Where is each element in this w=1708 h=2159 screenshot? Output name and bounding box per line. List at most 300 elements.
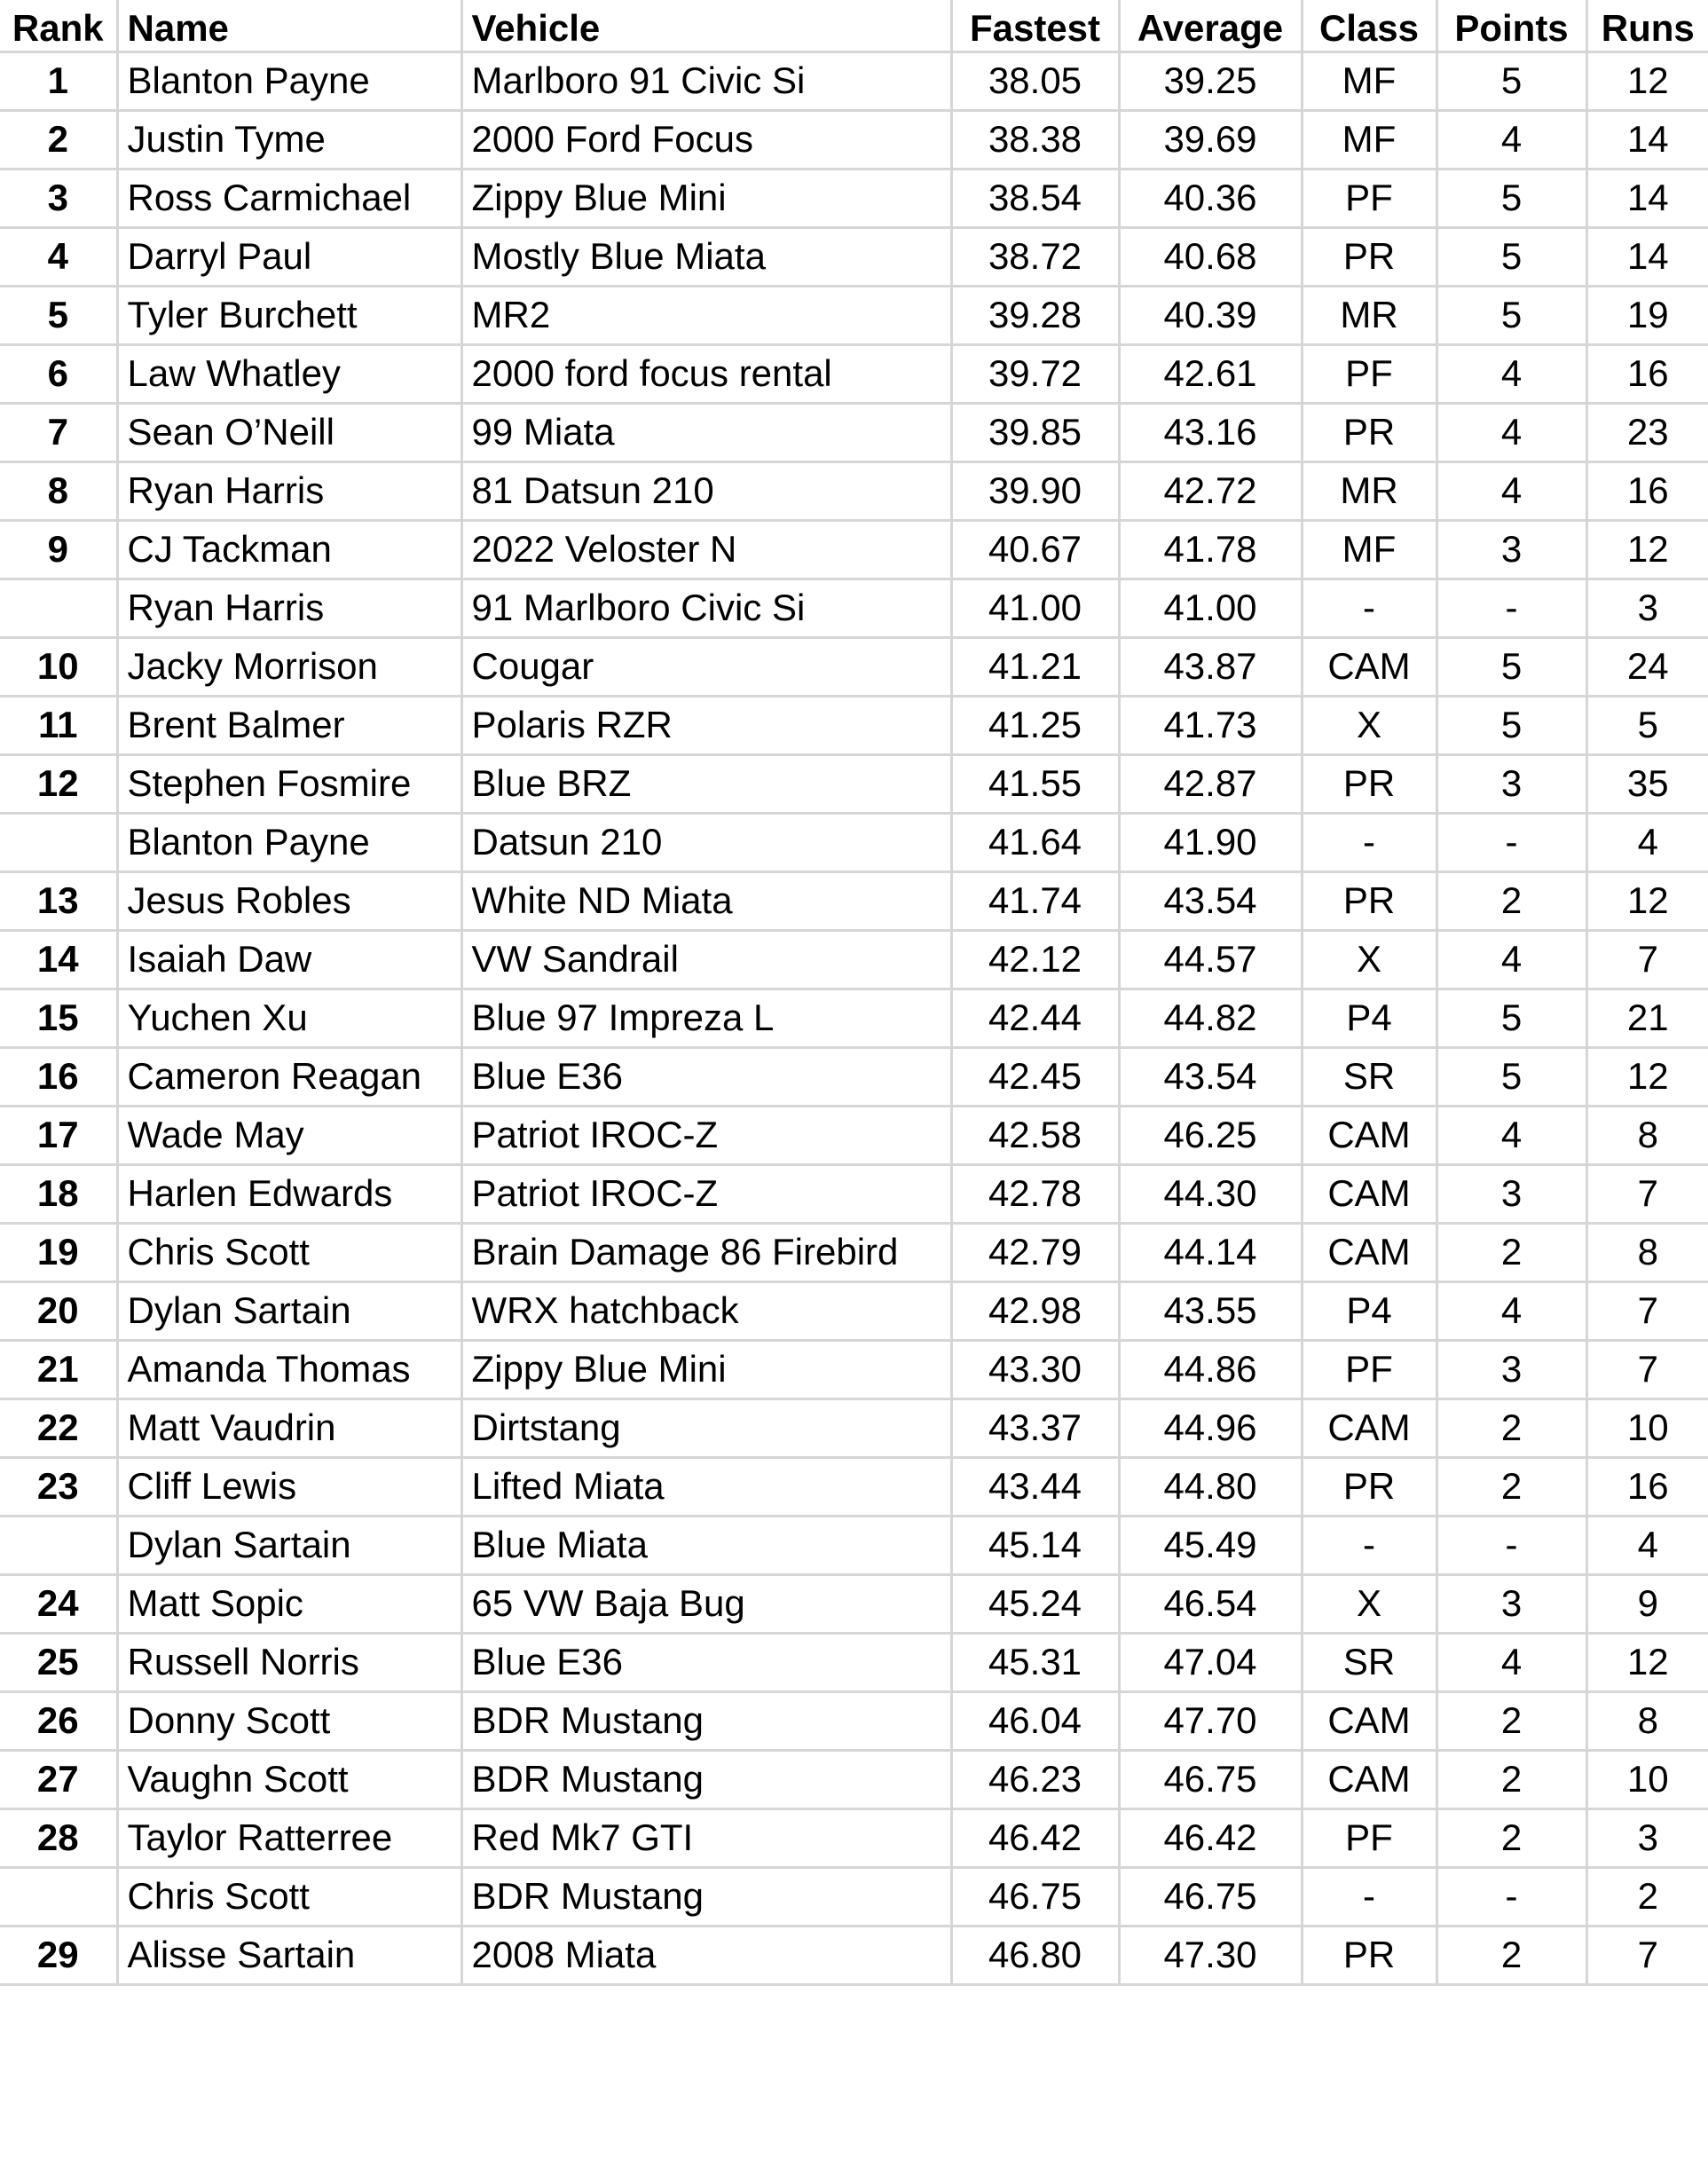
cell-class: PF: [1302, 1808, 1436, 1867]
cell-name: Chris Scott: [117, 1867, 461, 1926]
cell-name: Law Whatley: [117, 344, 461, 403]
cell-rank: 1: [0, 51, 117, 110]
cell-fastest: 39.90: [951, 461, 1119, 520]
cell-fastest: 42.98: [951, 1281, 1119, 1340]
cell-rank: [0, 813, 117, 871]
cell-fastest: 42.12: [951, 930, 1119, 989]
cell-vehicle: MR2: [461, 286, 951, 344]
cell-vehicle: Marlboro 91 Civic Si: [461, 51, 951, 110]
cell-vehicle: WRX hatchback: [461, 1281, 951, 1340]
cell-average: 40.36: [1119, 169, 1302, 227]
table-row: [0, 637, 1708, 696]
cell-rank: 22: [0, 1399, 117, 1457]
cell-vehicle: Datsun 210: [461, 813, 951, 871]
cell-rank: 23: [0, 1457, 117, 1516]
table-row: [0, 169, 1708, 227]
cell-class: CAM: [1302, 1223, 1436, 1281]
cell-average: 41.73: [1119, 696, 1302, 754]
cell-class: PR: [1302, 403, 1436, 461]
cell-runs: 19: [1586, 286, 1708, 344]
cell-average: 42.87: [1119, 754, 1302, 813]
cell-rank: 15: [0, 989, 117, 1047]
table-row: [0, 110, 1708, 169]
table-row: [0, 1867, 1708, 1926]
cell-vehicle: BDR Mustang: [461, 1750, 951, 1808]
table-row: [0, 1808, 1708, 1867]
cell-rank: 18: [0, 1164, 117, 1223]
cell-rank: 2: [0, 110, 117, 169]
cell-vehicle: Cougar: [461, 637, 951, 696]
cell-name: Blanton Payne: [117, 813, 461, 871]
cell-average: 44.82: [1119, 989, 1302, 1047]
cell-runs: 35: [1586, 754, 1708, 813]
cell-fastest: 42.78: [951, 1164, 1119, 1223]
cell-fastest: 46.80: [951, 1926, 1119, 1984]
cell-points: 5: [1436, 227, 1586, 286]
cell-runs: 7: [1586, 1281, 1708, 1340]
cell-average: 46.25: [1119, 1106, 1302, 1164]
cell-runs: 23: [1586, 403, 1708, 461]
cell-fastest: 43.37: [951, 1399, 1119, 1457]
cell-fastest: 46.75: [951, 1867, 1119, 1926]
cell-points: 2: [1436, 871, 1586, 930]
cell-points: -: [1436, 579, 1586, 637]
table-row: [0, 520, 1708, 579]
cell-fastest: 42.44: [951, 989, 1119, 1047]
cell-runs: 2: [1586, 1867, 1708, 1926]
table-row: [0, 813, 1708, 871]
cell-fastest: 46.04: [951, 1691, 1119, 1750]
cell-class: SR: [1302, 1633, 1436, 1691]
cell-vehicle: 65 VW Baja Bug: [461, 1574, 951, 1633]
cell-runs: 3: [1586, 1808, 1708, 1867]
cell-class: X: [1302, 696, 1436, 754]
cell-class: MR: [1302, 461, 1436, 520]
cell-class: CAM: [1302, 637, 1436, 696]
header-class: Class: [1302, 0, 1436, 51]
table-row: [0, 1926, 1708, 1984]
cell-vehicle: 2000 ford focus rental: [461, 344, 951, 403]
cell-vehicle: White ND Miata: [461, 871, 951, 930]
table-row: [0, 1106, 1708, 1164]
cell-class: CAM: [1302, 1691, 1436, 1750]
cell-name: Justin Tyme: [117, 110, 461, 169]
cell-name: Cameron Reagan: [117, 1047, 461, 1106]
cell-average: 42.61: [1119, 344, 1302, 403]
table-row: [0, 344, 1708, 403]
cell-fastest: 45.31: [951, 1633, 1119, 1691]
table-row: [0, 1750, 1708, 1808]
cell-rank: 4: [0, 227, 117, 286]
cell-points: 4: [1436, 461, 1586, 520]
cell-points: 5: [1436, 169, 1586, 227]
cell-class: PF: [1302, 169, 1436, 227]
cell-points: 2: [1436, 1223, 1586, 1281]
table-row: [0, 461, 1708, 520]
cell-class: -: [1302, 813, 1436, 871]
cell-class: PF: [1302, 344, 1436, 403]
cell-vehicle: BDR Mustang: [461, 1867, 951, 1926]
table-row: [0, 1457, 1708, 1516]
cell-runs: 8: [1586, 1691, 1708, 1750]
cell-class: PR: [1302, 227, 1436, 286]
cell-fastest: 41.64: [951, 813, 1119, 871]
cell-runs: 10: [1586, 1399, 1708, 1457]
cell-average: 44.96: [1119, 1399, 1302, 1457]
cell-points: 3: [1436, 1164, 1586, 1223]
cell-runs: 12: [1586, 1047, 1708, 1106]
header-average: Average: [1119, 0, 1302, 51]
cell-points: 5: [1436, 637, 1586, 696]
cell-rank: [0, 1867, 117, 1926]
cell-average: 43.16: [1119, 403, 1302, 461]
cell-vehicle: Blue E36: [461, 1047, 951, 1106]
cell-name: Sean O’Neill: [117, 403, 461, 461]
cell-average: 43.55: [1119, 1281, 1302, 1340]
table-row: [0, 51, 1708, 110]
cell-vehicle: 81 Datsun 210: [461, 461, 951, 520]
cell-points: 5: [1436, 51, 1586, 110]
table-row: [0, 403, 1708, 461]
cell-vehicle: Blue E36: [461, 1633, 951, 1691]
cell-fastest: 39.28: [951, 286, 1119, 344]
cell-vehicle: Patriot IROC-Z: [461, 1106, 951, 1164]
cell-name: Cliff Lewis: [117, 1457, 461, 1516]
table-row: [0, 871, 1708, 930]
cell-points: 4: [1436, 403, 1586, 461]
cell-points: -: [1436, 1867, 1586, 1926]
cell-name: Chris Scott: [117, 1223, 461, 1281]
cell-runs: 7: [1586, 1926, 1708, 1984]
cell-vehicle: Red Mk7 GTI: [461, 1808, 951, 1867]
cell-average: 46.75: [1119, 1867, 1302, 1926]
cell-name: Tyler Burchett: [117, 286, 461, 344]
cell-rank: 29: [0, 1926, 117, 1984]
cell-runs: 12: [1586, 51, 1708, 110]
cell-runs: 3: [1586, 579, 1708, 637]
table-row: [0, 286, 1708, 344]
cell-vehicle: Patriot IROC-Z: [461, 1164, 951, 1223]
cell-vehicle: Zippy Blue Mini: [461, 169, 951, 227]
cell-points: 5: [1436, 286, 1586, 344]
cell-fastest: 41.25: [951, 696, 1119, 754]
cell-class: PF: [1302, 1340, 1436, 1399]
table-row: [0, 1281, 1708, 1340]
cell-runs: 8: [1586, 1223, 1708, 1281]
cell-average: 39.69: [1119, 110, 1302, 169]
cell-points: -: [1436, 1516, 1586, 1574]
cell-average: 44.14: [1119, 1223, 1302, 1281]
cell-average: 41.90: [1119, 813, 1302, 871]
cell-class: PR: [1302, 871, 1436, 930]
cell-vehicle: Polaris RZR: [461, 696, 951, 754]
cell-average: 44.86: [1119, 1340, 1302, 1399]
cell-runs: 14: [1586, 169, 1708, 227]
cell-average: 43.87: [1119, 637, 1302, 696]
table-row: [0, 696, 1708, 754]
header-fastest: Fastest: [951, 0, 1119, 51]
cell-rank: 11: [0, 696, 117, 754]
cell-name: Jacky Morrison: [117, 637, 461, 696]
cell-points: 2: [1436, 1691, 1586, 1750]
cell-name: Wade May: [117, 1106, 461, 1164]
cell-average: 47.70: [1119, 1691, 1302, 1750]
cell-rank: 5: [0, 286, 117, 344]
cell-rank: 19: [0, 1223, 117, 1281]
cell-rank: [0, 579, 117, 637]
cell-runs: 7: [1586, 1340, 1708, 1399]
cell-runs: 14: [1586, 110, 1708, 169]
cell-fastest: 46.23: [951, 1750, 1119, 1808]
cell-class: CAM: [1302, 1750, 1436, 1808]
cell-points: 4: [1436, 1106, 1586, 1164]
cell-class: P4: [1302, 1281, 1436, 1340]
table-row: [0, 1633, 1708, 1691]
cell-name: Harlen Edwards: [117, 1164, 461, 1223]
cell-points: 5: [1436, 1047, 1586, 1106]
cell-name: Alisse Sartain: [117, 1926, 461, 1984]
cell-average: 46.54: [1119, 1574, 1302, 1633]
cell-class: PR: [1302, 1457, 1436, 1516]
cell-rank: 24: [0, 1574, 117, 1633]
table-row: [0, 1164, 1708, 1223]
cell-runs: 7: [1586, 1164, 1708, 1223]
cell-class: CAM: [1302, 1164, 1436, 1223]
cell-average: 40.68: [1119, 227, 1302, 286]
cell-rank: 21: [0, 1340, 117, 1399]
cell-runs: 16: [1586, 461, 1708, 520]
cell-points: 2: [1436, 1750, 1586, 1808]
cell-fastest: 42.45: [951, 1047, 1119, 1106]
cell-class: PR: [1302, 754, 1436, 813]
header-points: Points: [1436, 0, 1586, 51]
cell-points: 4: [1436, 1281, 1586, 1340]
table-row: [0, 579, 1708, 637]
cell-name: CJ Tackman: [117, 520, 461, 579]
cell-rank: 17: [0, 1106, 117, 1164]
cell-fastest: 38.05: [951, 51, 1119, 110]
cell-name: Isaiah Daw: [117, 930, 461, 989]
cell-name: Dylan Sartain: [117, 1516, 461, 1574]
cell-vehicle: VW Sandrail: [461, 930, 951, 989]
cell-class: MF: [1302, 110, 1436, 169]
cell-rank: 14: [0, 930, 117, 989]
cell-name: Yuchen Xu: [117, 989, 461, 1047]
header-name: Name: [117, 0, 461, 51]
cell-points: 2: [1436, 1808, 1586, 1867]
cell-name: Vaughn Scott: [117, 1750, 461, 1808]
cell-runs: 10: [1586, 1750, 1708, 1808]
cell-fastest: 43.44: [951, 1457, 1119, 1516]
cell-runs: 12: [1586, 520, 1708, 579]
cell-name: Russell Norris: [117, 1633, 461, 1691]
cell-name: Ross Carmichael: [117, 169, 461, 227]
cell-class: P4: [1302, 989, 1436, 1047]
cell-rank: 16: [0, 1047, 117, 1106]
cell-average: 43.54: [1119, 871, 1302, 930]
cell-class: CAM: [1302, 1106, 1436, 1164]
table-row: [0, 989, 1708, 1047]
cell-points: 2: [1436, 1926, 1586, 1984]
cell-rank: [0, 1516, 117, 1574]
cell-fastest: 43.30: [951, 1340, 1119, 1399]
table-row: [0, 1516, 1708, 1574]
cell-rank: 9: [0, 520, 117, 579]
header-runs: Runs: [1586, 0, 1708, 51]
cell-class: CAM: [1302, 1399, 1436, 1457]
cell-average: 43.54: [1119, 1047, 1302, 1106]
cell-runs: 14: [1586, 227, 1708, 286]
cell-average: 46.75: [1119, 1750, 1302, 1808]
cell-vehicle: Blue 97 Impreza L: [461, 989, 951, 1047]
cell-points: 4: [1436, 344, 1586, 403]
cell-points: 5: [1436, 989, 1586, 1047]
cell-average: 47.04: [1119, 1633, 1302, 1691]
cell-vehicle: Blue BRZ: [461, 754, 951, 813]
cell-rank: 28: [0, 1808, 117, 1867]
cell-class: MF: [1302, 520, 1436, 579]
cell-fastest: 39.72: [951, 344, 1119, 403]
cell-average: 44.80: [1119, 1457, 1302, 1516]
table-row: [0, 1340, 1708, 1399]
cell-rank: 27: [0, 1750, 117, 1808]
cell-runs: 21: [1586, 989, 1708, 1047]
cell-fastest: 45.24: [951, 1574, 1119, 1633]
cell-name: Dylan Sartain: [117, 1281, 461, 1340]
cell-points: -: [1436, 813, 1586, 871]
cell-fastest: 41.21: [951, 637, 1119, 696]
cell-runs: 9: [1586, 1574, 1708, 1633]
cell-class: X: [1302, 1574, 1436, 1633]
cell-runs: 4: [1586, 813, 1708, 871]
cell-name: Taylor Ratterree: [117, 1808, 461, 1867]
cell-fastest: 39.85: [951, 403, 1119, 461]
cell-average: 45.49: [1119, 1516, 1302, 1574]
cell-points: 3: [1436, 754, 1586, 813]
table-row: [0, 1047, 1708, 1106]
cell-runs: 4: [1586, 1516, 1708, 1574]
cell-average: 41.00: [1119, 579, 1302, 637]
cell-rank: 6: [0, 344, 117, 403]
cell-class: X: [1302, 930, 1436, 989]
cell-average: 46.42: [1119, 1808, 1302, 1867]
cell-fastest: 42.58: [951, 1106, 1119, 1164]
cell-name: Matt Vaudrin: [117, 1399, 461, 1457]
table-row: [0, 227, 1708, 286]
cell-fastest: 42.79: [951, 1223, 1119, 1281]
cell-name: Darryl Paul: [117, 227, 461, 286]
cell-name: Stephen Fosmire: [117, 754, 461, 813]
cell-average: 42.72: [1119, 461, 1302, 520]
table-header: [0, 0, 1708, 51]
cell-name: Donny Scott: [117, 1691, 461, 1750]
cell-average: 39.25: [1119, 51, 1302, 110]
cell-name: Blanton Payne: [117, 51, 461, 110]
cell-class: MF: [1302, 51, 1436, 110]
cell-vehicle: 99 Miata: [461, 403, 951, 461]
cell-rank: 13: [0, 871, 117, 930]
cell-runs: 8: [1586, 1106, 1708, 1164]
cell-runs: 16: [1586, 344, 1708, 403]
cell-name: Jesus Robles: [117, 871, 461, 930]
cell-vehicle: Lifted Miata: [461, 1457, 951, 1516]
cell-average: 44.30: [1119, 1164, 1302, 1223]
cell-rank: 20: [0, 1281, 117, 1340]
cell-fastest: 46.42: [951, 1808, 1119, 1867]
table-row: [0, 1223, 1708, 1281]
table-row: [0, 930, 1708, 989]
table-row: [0, 754, 1708, 813]
cell-vehicle: Mostly Blue Miata: [461, 227, 951, 286]
cell-rank: 26: [0, 1691, 117, 1750]
cell-runs: 12: [1586, 1633, 1708, 1691]
cell-average: 40.39: [1119, 286, 1302, 344]
cell-rank: 12: [0, 754, 117, 813]
cell-points: 4: [1436, 1633, 1586, 1691]
cell-name: Brent Balmer: [117, 696, 461, 754]
cell-name: Ryan Harris: [117, 579, 461, 637]
cell-average: 47.30: [1119, 1926, 1302, 1984]
cell-class: -: [1302, 579, 1436, 637]
cell-points: 5: [1436, 696, 1586, 754]
cell-class: SR: [1302, 1047, 1436, 1106]
cell-vehicle: 2022 Veloster N: [461, 520, 951, 579]
cell-rank: 3: [0, 169, 117, 227]
cell-vehicle: 2000 Ford Focus: [461, 110, 951, 169]
cell-points: 2: [1436, 1399, 1586, 1457]
cell-vehicle: Dirtstang: [461, 1399, 951, 1457]
cell-vehicle: 91 Marlboro Civic Si: [461, 579, 951, 637]
cell-points: 2: [1436, 1457, 1586, 1516]
cell-average: 44.57: [1119, 930, 1302, 989]
cell-fastest: 41.74: [951, 871, 1119, 930]
cell-points: 4: [1436, 930, 1586, 989]
cell-name: Ryan Harris: [117, 461, 461, 520]
table-body: [0, 51, 1708, 1984]
cell-runs: 12: [1586, 871, 1708, 930]
cell-fastest: 45.14: [951, 1516, 1119, 1574]
cell-class: PR: [1302, 1926, 1436, 1984]
table-row: [0, 1399, 1708, 1457]
cell-name: Amanda Thomas: [117, 1340, 461, 1399]
cell-class: -: [1302, 1516, 1436, 1574]
cell-fastest: 38.38: [951, 110, 1119, 169]
cell-rank: 25: [0, 1633, 117, 1691]
cell-runs: 7: [1586, 930, 1708, 989]
cell-vehicle: Blue Miata: [461, 1516, 951, 1574]
cell-rank: 10: [0, 637, 117, 696]
cell-fastest: 38.72: [951, 227, 1119, 286]
cell-points: 4: [1436, 110, 1586, 169]
table-row: [0, 1574, 1708, 1633]
cell-vehicle: BDR Mustang: [461, 1691, 951, 1750]
header-row: [0, 0, 1708, 51]
cell-fastest: 40.67: [951, 520, 1119, 579]
cell-class: -: [1302, 1867, 1436, 1926]
cell-points: 3: [1436, 1574, 1586, 1633]
cell-fastest: 41.00: [951, 579, 1119, 637]
cell-runs: 5: [1586, 696, 1708, 754]
cell-rank: 7: [0, 403, 117, 461]
header-vehicle: Vehicle: [461, 0, 951, 51]
cell-class: MR: [1302, 286, 1436, 344]
table-row: [0, 1691, 1708, 1750]
cell-runs: 24: [1586, 637, 1708, 696]
cell-fastest: 38.54: [951, 169, 1119, 227]
cell-points: 3: [1436, 520, 1586, 579]
cell-vehicle: 2008 Miata: [461, 1926, 951, 1984]
cell-rank: 8: [0, 461, 117, 520]
